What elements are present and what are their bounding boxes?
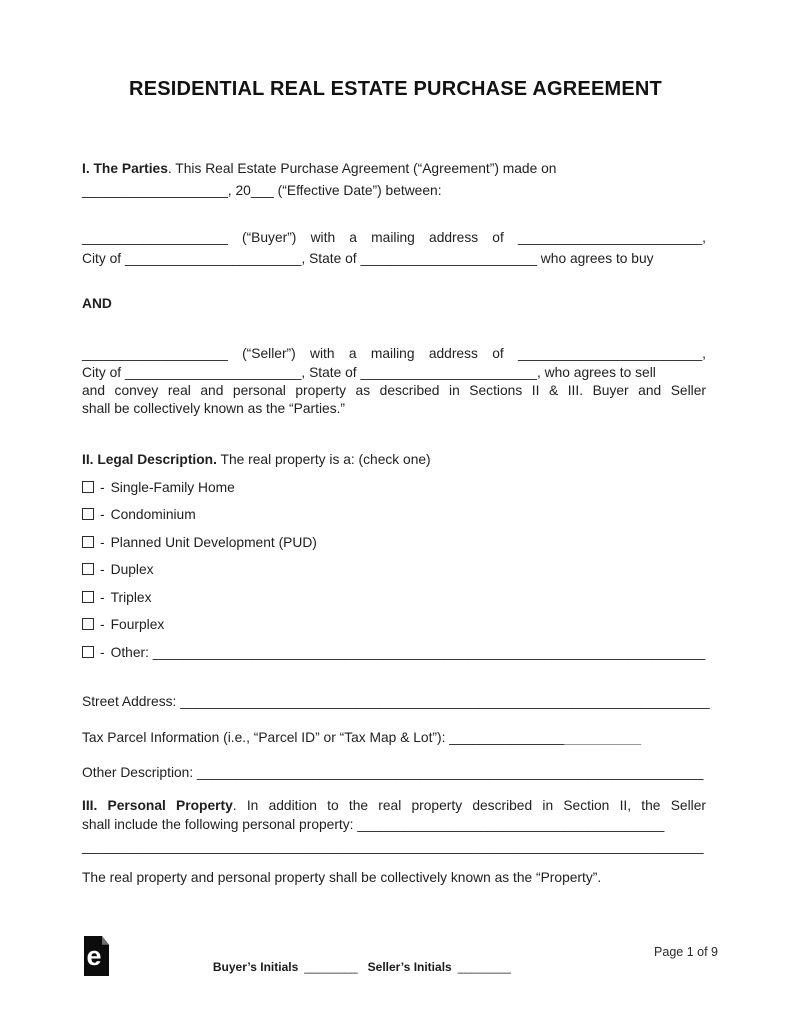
option-row-condominium <box>82 506 722 523</box>
page-number: Page 1 of 9 <box>654 945 718 959</box>
checkbox-duplex[interactable] <box>82 563 94 575</box>
buyer-state-field[interactable]: _______________________ <box>360 251 537 266</box>
checkbox-other[interactable] <box>82 646 94 658</box>
option-label-other: Other: <box>110 645 153 660</box>
street-address-line <box>82 693 710 711</box>
checkbox-single-family-home[interactable] <box>82 481 94 493</box>
tax-parcel-label: Tax Parcel Information (i.e., “Parcel ID” or “Tax Map & Lot”): <box>82 730 450 745</box>
buyer-initials-field[interactable]: ________ <box>304 960 358 974</box>
option-row-single-family <box>82 479 722 496</box>
buyer-address-tail: , <box>702 230 706 245</box>
section2-heading: II. Legal Description. <box>82 452 217 467</box>
buyer-line2 <box>82 250 706 268</box>
personal-property-label: shall include the following personal property: <box>82 817 358 832</box>
section3-line1 <box>82 797 706 815</box>
section3-line3 <box>82 838 706 856</box>
seller-tail: , who agrees to sell <box>536 365 656 380</box>
section1-heading: I. The Parties <box>82 161 168 176</box>
option-row-other <box>82 644 722 661</box>
section2-heading-rest: The real property is a: (check one) <box>216 452 431 467</box>
seller-after-name: (“Seller”) with a mailing address of <box>227 346 518 361</box>
option-dash: - <box>100 617 105 632</box>
other-description-field[interactable]: __________________________________________________________________ <box>197 765 704 780</box>
option-row-pud <box>82 534 722 551</box>
section1-line2 <box>82 182 706 200</box>
other-type-field[interactable]: ________________________________________________________________________ <box>152 645 706 660</box>
initials-footer <box>0 960 724 974</box>
seller-name-field[interactable]: ___________________ <box>82 346 228 361</box>
buyer-city-label: City of <box>82 251 125 266</box>
seller-line1 <box>82 345 706 363</box>
buyer-state-label: , State of <box>301 251 361 266</box>
option-label-condominium: Condominium <box>110 507 196 522</box>
seller-city-field[interactable]: _______________________ <box>124 365 302 380</box>
option-label-pud: Planned Unit Development (PUD) <box>110 535 317 550</box>
checkbox-fourplex[interactable] <box>82 618 94 630</box>
option-row-fourplex <box>82 616 722 633</box>
tax-parcel-line <box>82 729 706 747</box>
option-label-duplex: Duplex <box>110 562 154 577</box>
section1-line1 <box>82 160 706 178</box>
buyer-tail: who agrees to buy <box>536 251 654 266</box>
seller-initials-label: Seller’s Initials <box>367 960 452 974</box>
checkbox-pud[interactable] <box>82 536 94 548</box>
date-separator: , 20 <box>227 183 251 198</box>
buyer-address-field[interactable]: ________________________ <box>518 230 703 245</box>
effective-year-field[interactable]: ___ <box>250 183 274 198</box>
logo-letter: e <box>86 941 102 971</box>
option-dash: - <box>100 645 105 660</box>
seller-initials-field[interactable]: ________ <box>457 960 512 974</box>
buyer-line1 <box>82 229 706 247</box>
option-label-single-family-home: Single-Family Home <box>110 480 235 495</box>
option-row-triplex <box>82 589 722 606</box>
street-address-label: Street Address: <box>82 694 181 709</box>
option-dash: - <box>100 507 105 522</box>
seller-line3: and convey real and personal property as described in Sections II & III. Buyer and Seller <box>82 383 706 398</box>
other-description-label: Other Description: <box>82 765 198 780</box>
checkbox-condominium[interactable] <box>82 508 94 520</box>
option-label-triplex: Triplex <box>110 590 152 605</box>
seller-line4: shall be collectively known as the “Parties.” <box>82 401 346 416</box>
buyer-name-field[interactable]: ___________________ <box>82 230 228 245</box>
and-label: AND <box>82 296 112 311</box>
date-tail: (“Effective Date”) between: <box>273 183 442 198</box>
property-definition-note: The real property and personal property shall be collectively known as the “Property”. <box>82 870 602 885</box>
tax-parcel-field[interactable]: _______________ <box>449 730 565 745</box>
seller-line2 <box>82 364 706 382</box>
seller-city-label: City of <box>82 365 125 380</box>
document-title: RESIDENTIAL REAL ESTATE PURCHASE AGREEMENT <box>129 78 662 100</box>
section2-heading-line <box>82 451 706 469</box>
street-address-field[interactable]: _____________________________________________________________________ <box>180 694 710 709</box>
option-dash: - <box>100 590 105 605</box>
seller-state-label: , State of <box>301 365 361 380</box>
personal-property-field-line2[interactable]: _________________________________________________________________________________ <box>82 839 704 854</box>
section3-heading: III. Personal Property <box>82 798 233 813</box>
buyer-initials-label: Buyer’s Initials <box>212 960 299 974</box>
checkbox-triplex[interactable] <box>82 591 94 603</box>
section3-intro: . In addition to the real property described in Section II, the Seller <box>232 798 706 813</box>
tax-parcel-field-extension[interactable]: __________ <box>564 730 642 745</box>
option-dash: - <box>100 480 105 495</box>
section1-intro: . This Real Estate Purchase Agreement (“Agreement”) made on <box>167 161 557 176</box>
option-dash: - <box>100 535 105 550</box>
effective-date-field[interactable]: ___________________ <box>82 183 228 198</box>
seller-address-tail: , <box>702 346 706 361</box>
option-dash: - <box>100 562 105 577</box>
option-label-fourplex: Fourplex <box>110 617 165 632</box>
personal-property-field[interactable]: ________________________________________ <box>357 817 665 832</box>
section3-line2 <box>82 816 706 834</box>
other-description-line <box>82 764 706 782</box>
buyer-city-field[interactable]: _______________________ <box>124 251 302 266</box>
buyer-after-name: (“Buyer”) with a mailing address of <box>227 230 518 245</box>
seller-state-field[interactable]: _______________________ <box>360 365 537 380</box>
seller-address-field[interactable]: ________________________ <box>518 346 703 361</box>
option-row-duplex <box>82 561 722 578</box>
